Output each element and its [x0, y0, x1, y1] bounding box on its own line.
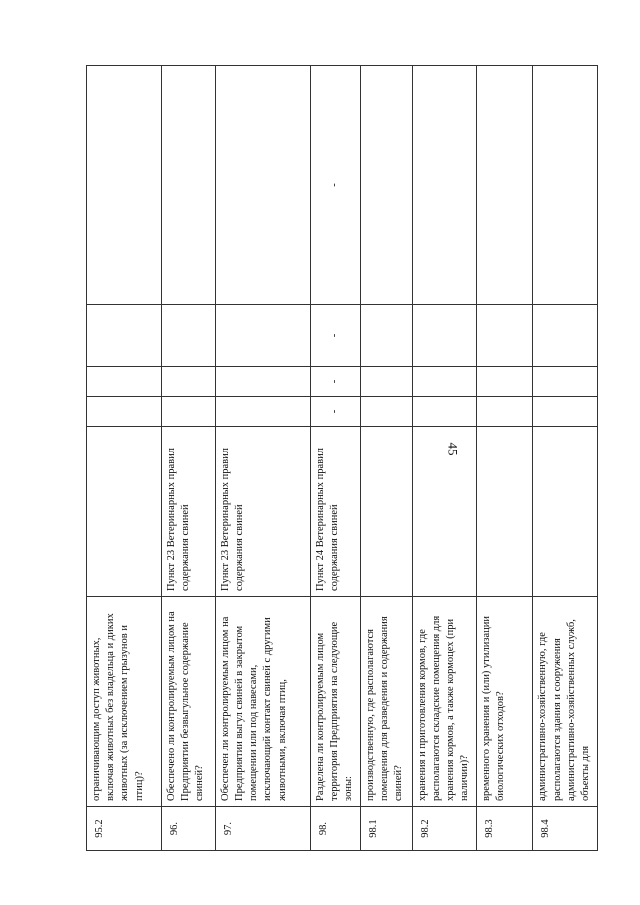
table-row [87, 66, 162, 851]
row-answer-no [533, 367, 598, 397]
row-reference: Пункт 23 Ветеринарных правил содержания свиней [161, 427, 215, 597]
row-answer-yes [360, 397, 412, 427]
row-question: ограничивающим доступ животных, включая животных без владельца и диких животных (за исключением грызунов и птиц)? [87, 597, 162, 807]
table-row [215, 66, 310, 851]
table-row [477, 66, 533, 851]
row-reference: Пункт 24 Ветеринарных правил содержания свиней [310, 427, 360, 597]
row-question: Обеспечено ли контролируемым лицом на Предприятии безвыгульное содержание свиней? [161, 597, 215, 807]
row-answer-yes [161, 397, 215, 427]
row-question: Разделена ли контролируемым лицом территория Предприятия на следующие зоны: [310, 597, 360, 807]
row-answer-na [215, 305, 310, 367]
row-number: 98.1 [360, 807, 412, 851]
row-comment: - [310, 66, 360, 305]
checklist-table [86, 65, 598, 851]
row-answer-yes [215, 397, 310, 427]
row-answer-yes [533, 397, 598, 427]
row-number: 98.4 [533, 807, 598, 851]
row-reference [87, 427, 162, 597]
row-comment [477, 66, 533, 305]
table-row [533, 66, 598, 851]
row-reference [477, 427, 533, 597]
row-answer-na [477, 305, 533, 367]
table-row [360, 66, 412, 851]
row-answer-no: - [310, 367, 360, 397]
row-number: 98.2 [412, 807, 476, 851]
row-answer-na: - [310, 305, 360, 367]
row-reference [412, 427, 476, 597]
row-comment [533, 66, 598, 305]
row-answer-no [215, 367, 310, 397]
row-number: 97. [215, 807, 310, 851]
row-reference [360, 427, 412, 597]
table-row [310, 66, 360, 851]
row-number: 98. [310, 807, 360, 851]
table-row [161, 66, 215, 851]
row-question: административно-хозяйственную, где располагаются здания и сооружения административно-хозяйственных служб, объекты для [533, 597, 598, 807]
row-question: Обеспечен ли контролируемым лицом на Предприятии выгул свиней в закрытом помещении или под навесами, исключающий контакт свиней с другими животными, включая птиц, [215, 597, 310, 807]
row-answer-yes [87, 397, 162, 427]
row-comment [412, 66, 476, 305]
row-answer-yes [477, 397, 533, 427]
table-body [87, 66, 598, 851]
row-answer-yes [412, 397, 476, 427]
row-comment [161, 66, 215, 305]
table-row [412, 66, 476, 851]
row-question: производственную, где располагаются помещения для разведения и содержания свиней? [360, 597, 412, 807]
row-question: хранения и приготовления кормов, где располагаются складские помещения для хранения кормов, а также кормоцех (при наличии)? [412, 597, 476, 807]
row-number: 98.3 [477, 807, 533, 851]
row-answer-no [161, 367, 215, 397]
row-answer-na [533, 305, 598, 367]
row-comment [360, 66, 412, 305]
row-number: 96. [161, 807, 215, 851]
row-answer-na [412, 305, 476, 367]
row-answer-na [87, 305, 162, 367]
row-answer-na [161, 305, 215, 367]
checklist-table-wrapper [86, 66, 598, 851]
row-answer-no [477, 367, 533, 397]
row-comment [215, 66, 310, 305]
row-reference: Пункт 23 Ветеринарных правил содержания свиней [215, 427, 310, 597]
row-reference [533, 427, 598, 597]
row-answer-no [87, 367, 162, 397]
row-answer-no [360, 367, 412, 397]
row-comment [87, 66, 162, 305]
checklist-table-rotated [86, 66, 598, 851]
row-question: временного хранения и (или) утилизации биологических отходов? [477, 597, 533, 807]
row-answer-na [360, 305, 412, 367]
row-answer-yes: - [310, 397, 360, 427]
page-number: 45 [445, 442, 461, 456]
row-answer-no [412, 367, 476, 397]
row-number: 95.2 [87, 807, 162, 851]
